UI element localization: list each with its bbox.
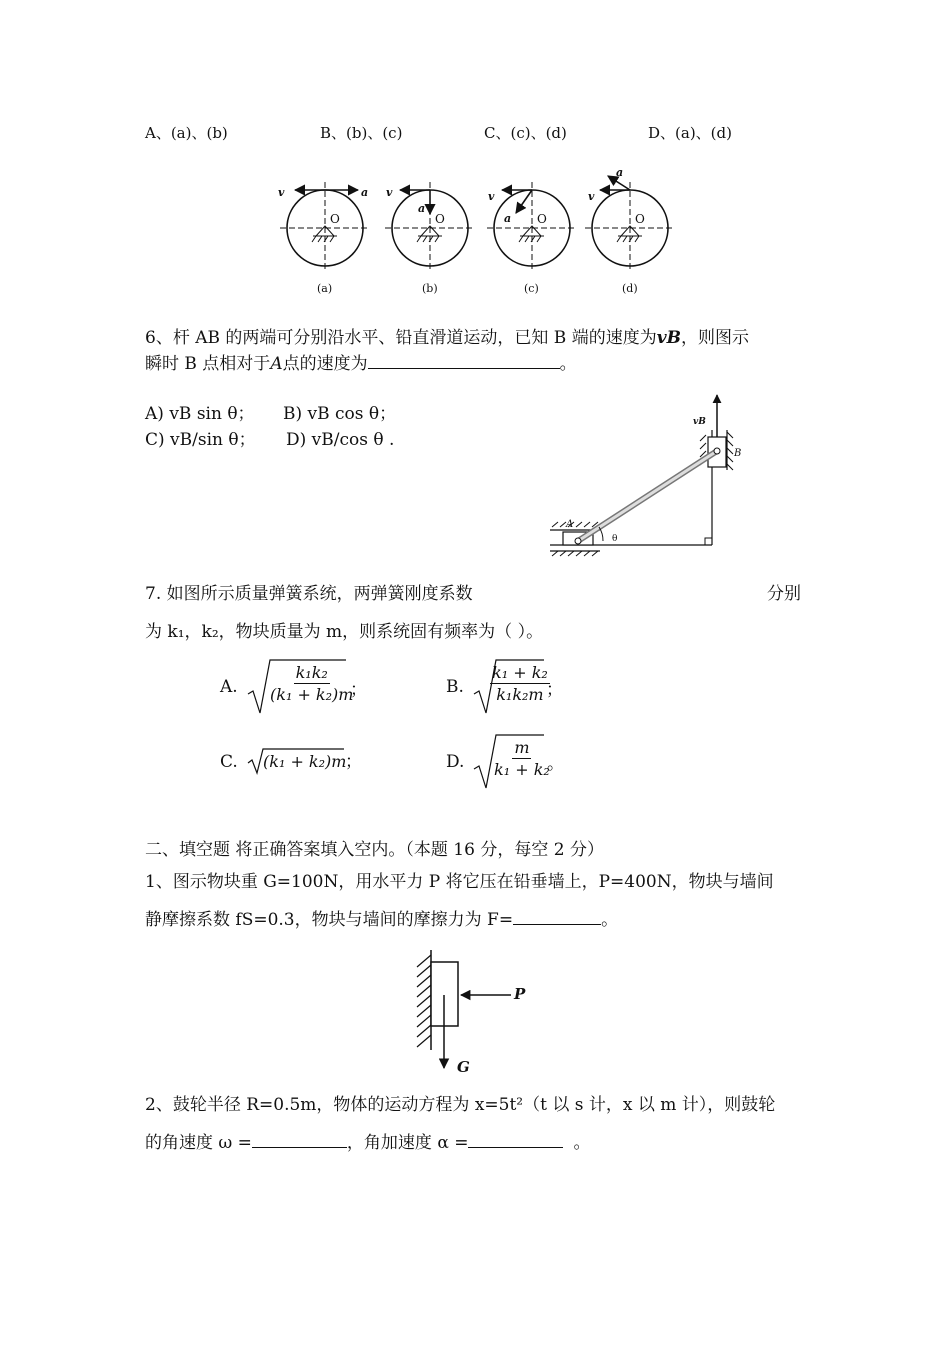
- s2-q2-line1: 2、鼓轮半径 R=0.5m，物体的运动方程为 x=5t²（t 以 s 计，x 以 m 计），则鼓轮: [145, 1095, 776, 1115]
- s2-q1-line2: 静摩擦系数 fS=0.3，物块与墙间的摩擦力为 F= 。: [145, 910, 619, 930]
- q7-option-d-label: D.: [446, 752, 465, 772]
- circle-c-a-label: a: [504, 212, 512, 225]
- circle-a-a-label: a: [361, 186, 369, 199]
- circle-c-o-label: O: [537, 212, 547, 226]
- q7-option-b-label: B.: [446, 677, 464, 697]
- fig-p-label: P: [514, 985, 526, 1003]
- s2-q2-omega-blank: [252, 1133, 347, 1148]
- q6-line1: 6、杆 AB 的两端可分别沿水平、铅直滑道运动，已知 B 端的速度为vB，则图示: [145, 328, 749, 348]
- circle-b-v-label: v: [386, 186, 393, 199]
- circle-a-o-label: O: [330, 212, 340, 226]
- q6-option-c: C) vB/sin θ；: [145, 430, 256, 450]
- q7-option-a-label: A.: [220, 677, 238, 697]
- s2-q2-line2: 的角速度 ω = ，角加速度 α = 。: [145, 1133, 591, 1153]
- s2-q1-line1: 1、图示物块重 G=100N，用水平力 P 将它压在铅垂墙上，P=400N，物块与墙间: [145, 872, 774, 892]
- q7-option-b-frac: $\frac{\text{k₁ + k₂}}{\text{k₁k₂m}}$: [492, 663, 548, 704]
- q6-line2: 瞬时 B 点相对于A点的速度为 。: [145, 354, 577, 374]
- circle-d-o-label: O: [635, 212, 645, 226]
- rod-a-label: A: [566, 519, 574, 530]
- rod-b-label: B: [734, 448, 742, 459]
- rod-vb-label: vB: [693, 417, 706, 427]
- circle-d-a-label: a: [616, 166, 624, 179]
- q7-option-d-frac: $\frac{m}{\text{k₁ + k₂}}$: [494, 738, 550, 779]
- circle-b-a-label: a: [418, 202, 426, 215]
- q7-option-c-label: C.: [220, 752, 238, 772]
- q7-line2: 为 k₁，k₂，物块质量为 m，则系统固有频率为（ ）。: [145, 622, 544, 642]
- q6-option-d: D) vB/cos θ .: [286, 430, 395, 450]
- q7-line1: 7. 如图所示质量弹簧系统，两弹簧刚度系数: [145, 584, 473, 604]
- q7-option-a-frac: $\frac{\text{k₁k₂}}{\text{(k₁ + k₂)m}}$: [270, 663, 354, 704]
- q7-option-c-expr: (k₁ + k₂)m: [263, 752, 347, 771]
- option-d: D、(a)、(d): [648, 124, 732, 142]
- circle-d-v-label: v: [588, 190, 595, 203]
- fig-label-a: (a): [317, 282, 333, 295]
- q6-option-a: A) vB sin θ；: [145, 404, 255, 424]
- s2-q2-alpha-blank: [468, 1133, 563, 1148]
- q6-option-b: B) vB cos θ；: [283, 404, 397, 424]
- rod-theta-label: θ: [612, 534, 618, 544]
- option-b: B、(b)、(c): [320, 124, 403, 142]
- q6-vb: vB: [656, 328, 681, 348]
- section2-heading: 二、填空题 将正确答案填入空内。（本题 16 分，每空 2 分）: [145, 840, 604, 860]
- circle-c-v-label: v: [488, 190, 495, 203]
- option-a: A、(a)、(b): [145, 124, 228, 142]
- fig-label-b: (b): [422, 282, 438, 295]
- option-c: C、(c)、(d): [484, 124, 567, 142]
- circle-b-o-label: O: [435, 212, 445, 226]
- fig-label-c: (c): [524, 282, 539, 295]
- circle-a-v-label: v: [278, 186, 285, 199]
- q7-line1-right: 分别: [767, 584, 801, 604]
- fig-label-d: (d): [622, 282, 638, 295]
- fig-g-label: G: [457, 1058, 470, 1076]
